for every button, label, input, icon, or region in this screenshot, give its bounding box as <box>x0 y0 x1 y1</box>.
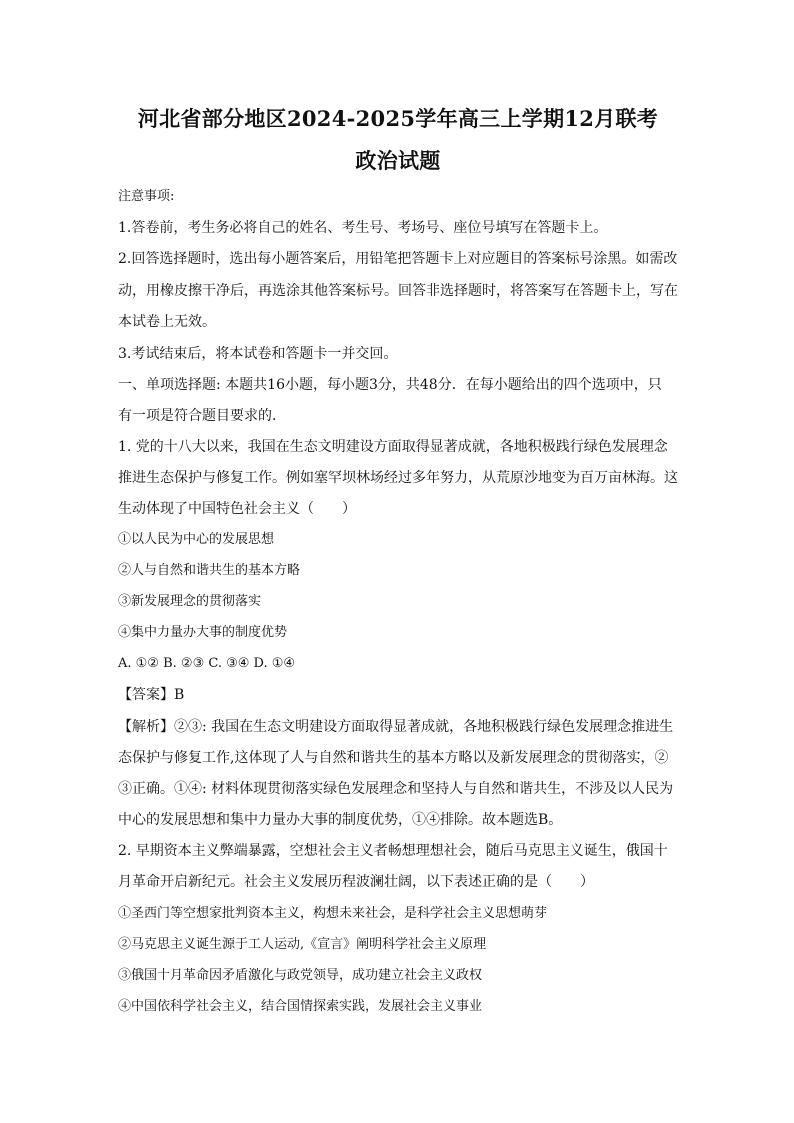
notice-item-2-line-3: 本试卷上无效。 <box>118 314 216 330</box>
q2-stem-line-1: 2. 早期资本主义弊端暴露，空想社会主义者畅想理想社会，随后马克思主义诞生，俄国十 <box>118 843 668 859</box>
document-title: 河北省部分地区2024-2025学年高三上学期12月联考 <box>137 106 659 131</box>
q1-option-2: ②人与自然和谐共生的基本方略 <box>118 563 301 578</box>
q1-analysis-line-2: 态保护与修复工作,这体现了人与自然和谐共生的基本方略以及新发展理念的贯彻落实，② <box>118 750 669 766</box>
notice-heading: 注意事项: <box>118 189 175 204</box>
q2-stem-line-2: 月革命开启新纪元。社会主义发展历程波澜壮阔，以下表述正确的是（ ） <box>118 874 594 890</box>
q1-option-3: ③新发展理念的贯彻落实 <box>118 594 262 609</box>
q1-stem-line-1: 1. 党的十八大以来，我国在生态文明建设方面取得显著成就，各地积极践行绿色发展理念 <box>118 439 668 455</box>
notice-item-2-line-2: 动，用橡皮擦干净后，再选涂其他答案标号。回答非选择题时，将答案写在答题卡上，写在 <box>118 283 678 299</box>
q1-analysis-line-3: ③正确。①④: 材料体现贯彻落实绿色发展理念和坚持人与自然和谐共生，不涉及以人民为 <box>118 781 674 797</box>
q1-stem-line-3: 生动体现了中国特色社会主义（ ） <box>118 501 356 517</box>
q1-answer: 【答案】B <box>118 687 185 703</box>
q1-analysis-line-4: 中心的发展思想和集中力量办大事的制度优势，①④排除。故本题选B。 <box>118 812 563 828</box>
section-heading-line-2: 有一项是符合题目要求的． <box>118 408 286 424</box>
q2-option-3: ③俄国十月革命因矛盾激化与政党领导，成功建立社会主义政权 <box>118 968 483 983</box>
notice-item-3: 3.考试结束后，将本试卷和答题卡一并交回。 <box>118 346 398 362</box>
q2-option-1: ①圣西门等空想家批判资本主义，构想未来社会，是科学社会主义思想萌芽 <box>118 906 548 921</box>
q1-stem-line-2: 推进生态保护与修复工作。例如塞罕坝林场经过多年努力，从荒原沙地变为百万亩林海。这 <box>118 470 678 486</box>
q2-option-2: ②马克思主义诞生源于工人运动,《宣言》阐明科学社会主义原理 <box>118 937 487 952</box>
notice-item-1: 1.答卷前，考生务必将自己的姓名、考生号、考场号、座位号填写在答题卡上。 <box>118 220 608 236</box>
document-subtitle: 政治试题 <box>355 148 441 173</box>
q1-option-1: ①以人民为中心的发展思想 <box>118 532 275 547</box>
q1-analysis-line-1: 【解析】②③: 我国在生态文明建设方面取得显著成就，各地积极践行绿色发展理念推进生 <box>118 719 674 735</box>
notice-item-2-line-1: 2.回答选择题时，选出每小题答案后，用铅笔把答题卡上对应题目的答案标号涂黑。如需改 <box>118 251 678 267</box>
q1-choices: A. ①② B. ②③ C. ③④ D. ①④ <box>118 656 296 671</box>
section-heading-line-1: 一、单项选择题: 本题共16小题，每小题3分，共48分．在每小题给出的四个选项中，只 <box>118 377 662 393</box>
q1-option-4: ④集中力量办大事的制度优势 <box>118 625 288 640</box>
q2-option-4: ④中国依科学社会主义，结合国情探索实践，发展社会主义事业 <box>118 999 483 1014</box>
